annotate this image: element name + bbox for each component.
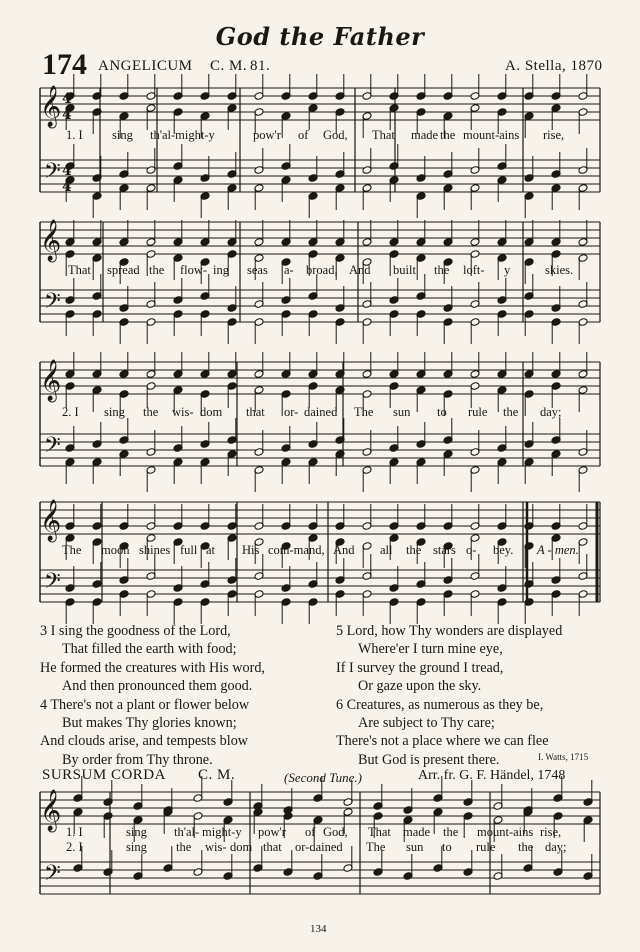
stanza-line: But God is present there.: [358, 751, 500, 768]
lyric-syllable: The: [366, 840, 386, 854]
stanza-line: 3 I sing the goodness of the Lord,: [40, 623, 231, 639]
lyric-syllable: to: [442, 840, 452, 854]
lyric-syllable: the: [440, 128, 456, 142]
lyric-syllable: moon: [101, 543, 130, 557]
stanza-line: If I survey the ground I tread,: [336, 659, 504, 676]
treble-clef: 𝄞: [40, 790, 62, 831]
stanza-line: There's not a place where we can flee: [336, 733, 549, 750]
lyric-syllable: sun: [406, 840, 424, 854]
lyric-syllable: rule: [476, 840, 496, 854]
lyric-syllable: y: [504, 263, 511, 277]
lyric-syllable: made: [403, 825, 431, 839]
lyric-syllable: stars: [433, 543, 456, 557]
lyric-syllable: might-y: [202, 825, 242, 839]
stanza-line: But makes Thy glories known;: [62, 714, 237, 731]
lyric-syllable: or-dained: [295, 840, 343, 854]
lyric-syllable: That: [368, 825, 391, 839]
lyric-syllable: the: [518, 840, 534, 854]
lyrics-system-2: [0, 263, 640, 279]
treble-clef: 𝄞: [40, 360, 62, 401]
lyric-syllable: 1. I: [66, 128, 83, 142]
author-credit: I. Watts, 1715: [538, 752, 589, 762]
lyric-syllable: the: [406, 543, 422, 557]
lyric-syllable: dained: [304, 405, 338, 419]
stanza-3: [40, 622, 265, 696]
lyric-syllable: of: [298, 128, 309, 142]
bass-clef: 𝄢: [44, 861, 61, 891]
hymn-number: 174: [42, 48, 87, 81]
stanza-line: 5 Lord, how Thy wonders are displayed: [336, 623, 563, 639]
second-tune-name: SURSUM CORDA: [42, 767, 166, 783]
lyric-syllable: 2. I: [62, 405, 79, 419]
lyric-syllable: That: [372, 128, 395, 142]
lyric-syllable: the: [434, 263, 450, 277]
lyric-syllable: pow'r: [253, 128, 281, 142]
lyrics-system-1: [0, 128, 640, 144]
stanza-line: Where'er I turn mine eye,: [358, 641, 503, 658]
second-tune-note: (Second Tune.): [284, 770, 362, 785]
stanza-line: That filled the earth with food;: [62, 641, 237, 658]
bass-clef: 𝄢: [44, 159, 61, 189]
lyrics-system-3: [0, 405, 640, 421]
stanza-line: And clouds arise, and tempests blow: [40, 733, 249, 750]
section-title: God the Father: [215, 22, 425, 51]
lyric-syllable: dom: [230, 840, 253, 854]
lyric-syllable: wis-: [172, 405, 194, 419]
lyric-syllable: rise,: [543, 128, 565, 142]
lyric-syllable: com-mand,: [268, 543, 325, 557]
lyric-syllable: sing: [126, 840, 147, 854]
lyric-syllable: sun: [393, 405, 411, 419]
stanza-4: [40, 696, 249, 770]
lyric-syllable: loft-: [463, 263, 485, 277]
lyric-syllable: the: [443, 825, 459, 839]
meter-number: 81.: [250, 58, 271, 74]
lyric-syllable: the: [503, 405, 519, 419]
stanza-line: 6 Creatures, as numerous as they be,: [336, 696, 544, 713]
lyric-syllable: the: [176, 840, 192, 854]
lyric-syllable: spread: [107, 263, 140, 277]
stanza-line: 4 There's not a plant or flower below: [40, 696, 250, 713]
lyric-syllable: flow-: [180, 263, 208, 277]
lyric-syllable: God,: [323, 128, 348, 142]
lyric-syllable: or-: [284, 405, 299, 419]
lyric-syllable: sing: [104, 405, 125, 419]
lyric-syllable: 1. I: [66, 825, 83, 839]
lyric-syllable: pow'r: [258, 825, 286, 839]
lyric-syllable: of: [305, 825, 316, 839]
bass-clef: 𝄢: [44, 569, 61, 599]
stanza-6: [336, 696, 549, 770]
lyric-syllable: God,: [323, 825, 348, 839]
time-signature-bottom: 4: [62, 179, 72, 195]
lyric-syllable: the: [149, 263, 165, 277]
lyric-syllable: rise,: [540, 825, 562, 839]
lyric-syllable: mount-ains: [477, 825, 534, 839]
lyric-syllable: o-: [466, 543, 477, 557]
lyric-syllable: sing: [112, 128, 133, 142]
amen-text: A - men.: [537, 543, 579, 557]
bass-clef: 𝄢: [44, 433, 61, 463]
lyric-syllable: wis-: [205, 840, 227, 854]
stanza-line: He formed the creatures with His word,: [40, 659, 265, 676]
time-signature-top: 4: [62, 163, 72, 179]
second-tune-meter: C. M.: [198, 767, 236, 783]
bass-clef: 𝄢: [44, 289, 61, 319]
lyric-syllable: th'al-: [174, 825, 200, 839]
tune-name: ANGELICUM: [98, 58, 193, 74]
lyric-syllable: broad,: [306, 263, 338, 277]
lyric-syllable: that: [246, 405, 265, 419]
lyric-syllable: to: [437, 405, 447, 419]
stanza-line: Are subject to Thy care;: [358, 714, 495, 731]
lyric-syllable: His: [242, 543, 260, 557]
stanza-line: And then pronounced them good.: [62, 678, 253, 695]
second-tune-lyrics-2: [0, 840, 640, 856]
lyric-syllable: day;: [540, 405, 562, 419]
lyric-syllable: all: [380, 543, 393, 557]
stanza-line: Or gaze upon the sky.: [358, 678, 482, 695]
page-number: 134: [310, 923, 327, 935]
lyric-syllable: shines: [139, 543, 171, 557]
lyric-syllable: And: [333, 543, 355, 557]
lyric-syllable: a-: [284, 263, 294, 277]
time-signature-top: 4: [62, 91, 72, 107]
lyric-syllable: the: [143, 405, 159, 419]
meter: C. M.: [210, 58, 248, 74]
lyric-syllable: ing: [213, 263, 229, 277]
treble-clef: 𝄞: [40, 500, 62, 541]
lyric-syllable: th'al-might-y: [150, 128, 215, 142]
second-tune-arranger: Arr. fr. G. F. Händel, 1748: [418, 768, 566, 783]
lyric-syllable: bey.: [493, 543, 514, 557]
lyric-syllable: sing: [126, 825, 147, 839]
treble-clef: 𝄞: [40, 220, 62, 261]
lyric-syllable: day;: [545, 840, 567, 854]
lyric-syllable: made: [411, 128, 439, 142]
lyric-syllable: mount-ains: [463, 128, 520, 142]
lyric-syllable: dom: [200, 405, 223, 419]
lyric-syllable: skies.: [545, 263, 574, 277]
lyric-syllable: full: [180, 543, 198, 557]
lyric-syllable: The: [354, 405, 374, 419]
lyric-syllable: seas: [247, 263, 268, 277]
composer: A. Stella, 1870: [505, 58, 603, 74]
lyric-syllable: The: [62, 543, 82, 557]
lyric-syllable: 2. I: [66, 840, 83, 854]
lyric-syllable: at: [206, 543, 216, 557]
lyric-syllable: built: [393, 263, 416, 277]
lyric-syllable: That: [68, 263, 91, 277]
second-tune-lyrics-1: [0, 825, 640, 841]
stanza-5: [336, 622, 562, 696]
lyric-syllable: rule: [468, 405, 488, 419]
lyric-syllable: And: [349, 263, 371, 277]
lyric-syllable: that: [263, 840, 282, 854]
stanza-line: By order from Thy throne.: [62, 751, 213, 768]
time-signature-bottom: 4: [62, 107, 72, 123]
treble-clef: 𝄞: [40, 86, 62, 127]
